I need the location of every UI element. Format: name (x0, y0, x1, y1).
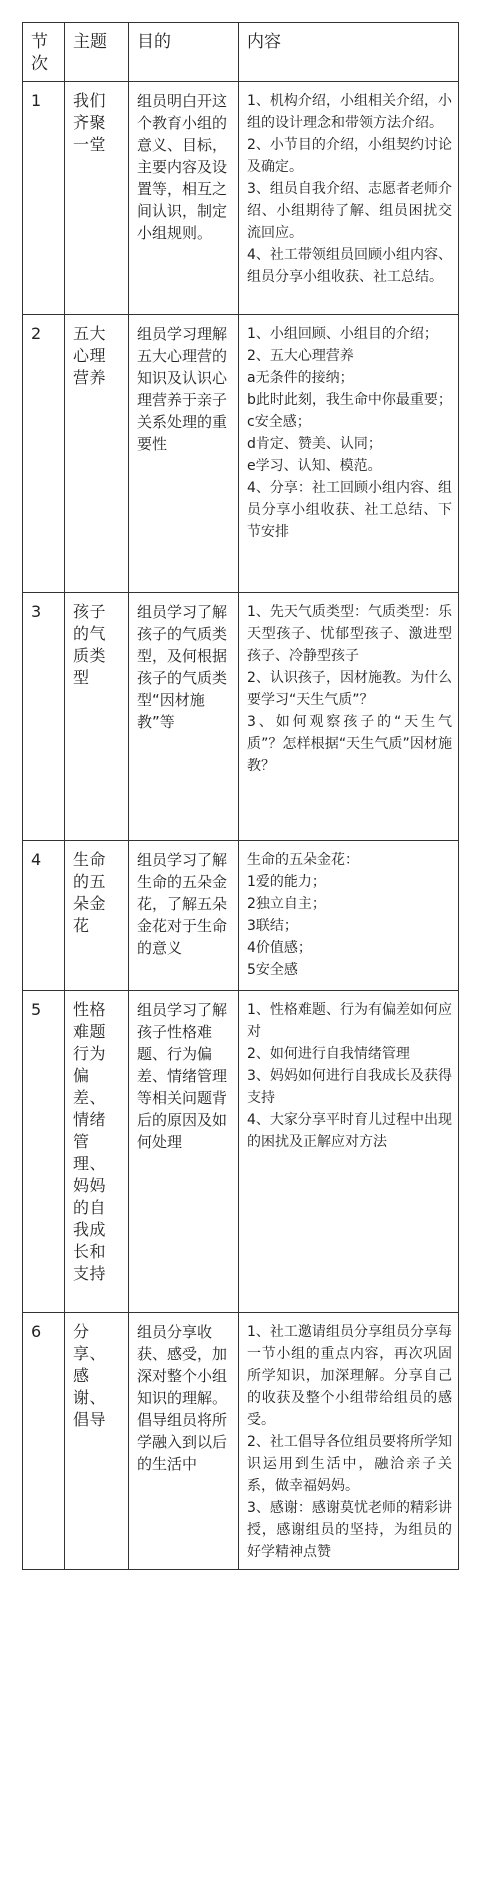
content-line: 2独立自主； (247, 896, 326, 912)
content-line: 3、组员自我介绍、志愿者老师介绍、小组期待了解、组员困扰交流回应。 (247, 181, 452, 241)
session-number: 1 (23, 82, 65, 315)
session-goal: 组员学习了解孩子性格难题、行为偏差、情绪管理等相关问题背后的原因及如何处理 (129, 991, 239, 1313)
header-theme: 主题 (65, 23, 129, 82)
content-line: 2、五大心理营养 (247, 348, 354, 364)
header-session: 节次 (23, 23, 65, 82)
session-goal: 组员分享收获、感受，加深对整个小组知识的理解。 倡导组员将所学融入到以后的生活中 (129, 1313, 239, 1570)
content-line: 2、如何进行自我情绪管理 (247, 1046, 410, 1062)
table-row (23, 82, 459, 315)
table-row (23, 841, 459, 991)
session-number: 6 (23, 1313, 65, 1570)
content-line: 1、先天气质类型：气质类型：乐天型孩子、忧郁型孩子、激进型孩子、冷静型孩子 (247, 604, 452, 664)
content-line: 1、小组回顾、小组目的介绍； (247, 326, 438, 342)
content-line: 1爱的能力； (247, 874, 326, 890)
content-line: 3、如何观察孩子的“天生气质”？怎样根据“天生气质”因材施教？ (247, 714, 452, 774)
content-line: 4价值感； (247, 940, 312, 956)
content-line: 2、社工倡导各位组员要将所学知识运用到生活中，融洽亲子关系，做幸福妈妈。 (247, 1434, 452, 1494)
content-line: a无条件的接纳； (247, 370, 354, 386)
session-goal: 组员明白开这个教育小组的意义、目标，主要内容及设置等，相互之间认识，制定小组规则。 (129, 82, 239, 315)
content-line: 2、小节目的介绍，小组契约讨论及确定。 (247, 137, 452, 175)
content-line: 4、社工带领组员回顾小组内容、组员分享小组收获、社工总结。 (247, 247, 452, 285)
content-line: 3联结； (247, 918, 298, 934)
table-row (23, 593, 459, 841)
content-line: c安全感； (247, 414, 311, 430)
session-content (239, 82, 459, 315)
header-row (23, 23, 459, 82)
session-theme: 我们齐聚一堂 (65, 82, 129, 315)
session-content (239, 991, 459, 1313)
session-theme: 性格难题行为偏差、情绪管理、妈妈的自我成长和支持 (65, 991, 129, 1313)
session-content (239, 1313, 459, 1570)
content-line: b此时此刻，我生命中你最重要； (247, 392, 452, 408)
table-row (23, 1313, 459, 1570)
session-number: 4 (23, 841, 65, 991)
session-content (239, 841, 459, 991)
session-plan-table (22, 22, 459, 1570)
table-row (23, 315, 459, 593)
session-goal: 组员学习了解生命的五朵金花，了解五朵金花对于生命的意义 (129, 841, 239, 991)
content-line: 2、认识孩子，因材施教。为什么要学习“天生气质”？ (247, 670, 452, 708)
content-line: 3、感谢：感谢莫忧老师的精彩讲授，感谢组员的坚持，为组员的好学精神点赞 (247, 1500, 452, 1560)
session-theme: 五大心理营养 (65, 315, 129, 593)
content-line: 5安全感 (247, 962, 298, 978)
session-goal: 组员学习了解孩子的气质类型，及何根据孩子的气质类型“因材施教”等 (129, 593, 239, 841)
content-line: d肯定、赞美、认同； (247, 436, 382, 452)
session-content (239, 593, 459, 841)
content-line: 1、机构介绍，小组相关介绍，小组的设计理念和带领方法介绍。 (247, 93, 452, 131)
session-theme: 分享、感谢、倡导 (65, 1313, 129, 1570)
session-number: 5 (23, 991, 65, 1313)
session-theme: 生命的五朵金花 (65, 841, 129, 991)
session-goal: 组员学习理解五大心理营的知识及认识心理营养于亲子关系处理的重要性 (129, 315, 239, 593)
table-row (23, 991, 459, 1313)
content-line: 4、分享：社工回顾小组内容、组员分享小组收获、社工总结、下节安排 (247, 480, 452, 540)
content-line: 3、妈妈如何进行自我成长及获得支持 (247, 1068, 452, 1106)
session-number: 3 (23, 593, 65, 841)
content-line: 1、社工邀请组员分享组员分享每一节小组的重点内容，再次巩固所学知识，加深理解。分享自己的收获及整个小组带给组员的感受。 (247, 1324, 452, 1428)
header-content: 内容 (239, 23, 459, 82)
header-goal: 目的 (129, 23, 239, 82)
session-content (239, 315, 459, 593)
session-theme: 孩子的气质类型 (65, 593, 129, 841)
content-line: 4、大家分享平时育儿过程中出现的困扰及正解应对方法 (247, 1112, 452, 1150)
content-line: 生命的五朵金花： (247, 852, 359, 868)
session-number: 2 (23, 315, 65, 593)
content-line: 1、性格难题、行为有偏差如何应对 (247, 1002, 452, 1040)
content-line: e学习、认知、模范。 (247, 458, 382, 474)
